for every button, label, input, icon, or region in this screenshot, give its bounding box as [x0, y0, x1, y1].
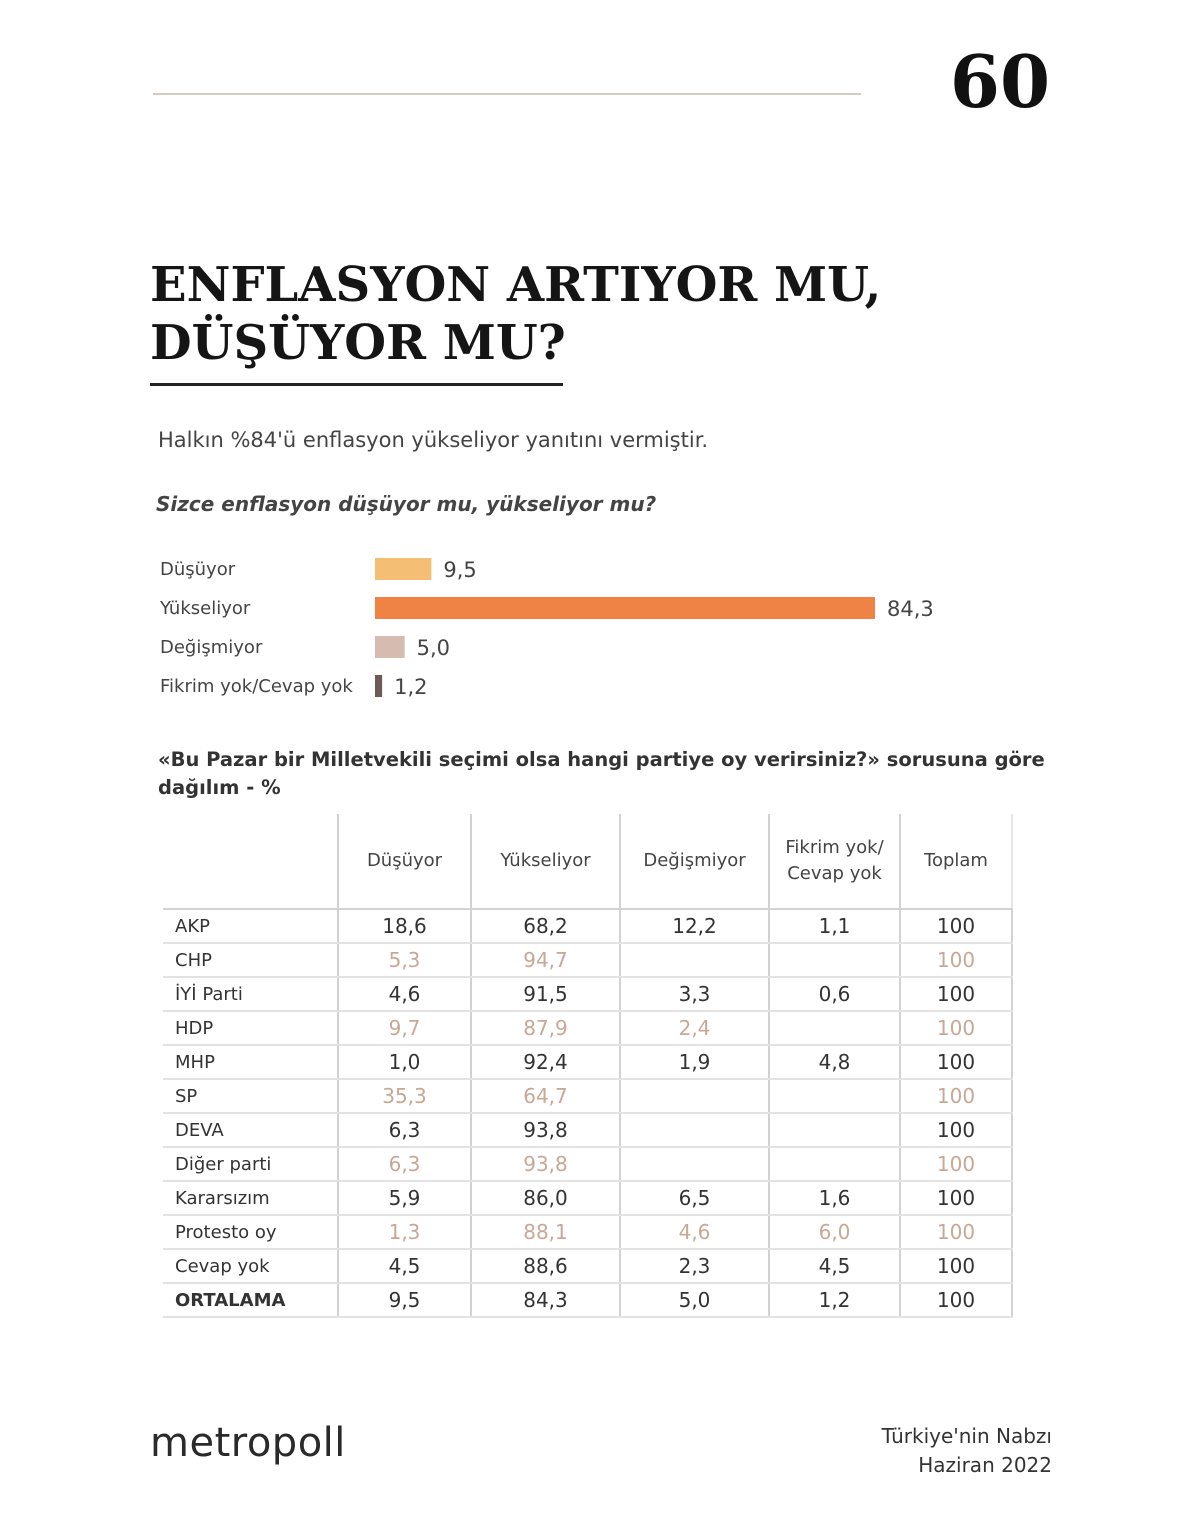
cell-degismiyor	[620, 1079, 769, 1113]
cell-fikrim-yok: 1,6	[769, 1181, 900, 1215]
cell-toplam: 100	[900, 1181, 1012, 1215]
cell-party: Cevap yok	[163, 1249, 338, 1283]
cell-fikrim-yok	[769, 1147, 900, 1181]
header-toplam: Toplam	[900, 814, 1012, 909]
cell-yukseliyor: 64,7	[471, 1079, 620, 1113]
footer-publication	[882, 1422, 1052, 1480]
title-line-1: ENFLASYON ARTIYOR MU,	[150, 257, 882, 313]
table-row	[163, 1011, 1012, 1045]
header-yukseliyor: Yükseliyor	[471, 814, 620, 909]
lead-text: Halkın %84'ü enflasyon yükseliyor yanıtını vermiştir.	[158, 428, 709, 452]
cell-fikrim-yok: 0,6	[769, 977, 900, 1011]
cell-toplam: 100	[900, 1113, 1012, 1147]
cell-party: HDP	[163, 1011, 338, 1045]
page-number: 60	[949, 39, 1051, 124]
table-row	[163, 1045, 1012, 1079]
table-body	[163, 909, 1012, 1317]
cell-degismiyor	[620, 1113, 769, 1147]
bar-value-label-y-kseliyor: 84,3	[887, 597, 934, 621]
table-row	[163, 1215, 1012, 1249]
metropoll-logo: metropoll	[150, 1420, 346, 1466]
cell-toplam: 100	[900, 1011, 1012, 1045]
table-row	[163, 1147, 1012, 1181]
bar-value-label-d-yor: 9,5	[443, 558, 477, 582]
cell-yukseliyor: 88,1	[471, 1215, 620, 1249]
title-line-2: DÜŞÜYOR MU?	[150, 315, 566, 371]
cell-party: İYİ Parti	[163, 977, 338, 1011]
cell-fikrim-yok: 6,0	[769, 1215, 900, 1249]
cell-yukseliyor: 68,2	[471, 909, 620, 943]
cell-yukseliyor: 92,4	[471, 1045, 620, 1079]
bar-value-label-de-i-miyor: 5,0	[416, 636, 451, 660]
cell-toplam: 100	[900, 1079, 1012, 1113]
cell-degismiyor	[620, 943, 769, 977]
cell-degismiyor	[620, 1147, 769, 1181]
header-degismiyor: Değişmiyor	[620, 814, 769, 909]
cell-toplam: 100	[900, 909, 1012, 943]
cell-yukseliyor: 93,8	[471, 1147, 620, 1181]
cell-toplam: 100	[900, 943, 1012, 977]
cell-toplam: 100	[900, 1283, 1012, 1317]
page-title	[150, 256, 881, 372]
cell-yukseliyor: 84,3	[471, 1283, 620, 1317]
cell-toplam: 100	[900, 1215, 1012, 1249]
cell-fikrim-yok	[769, 1113, 900, 1147]
table-row	[163, 1113, 1012, 1147]
cell-dusuyor: 1,3	[338, 1215, 471, 1249]
cell-degismiyor: 1,9	[620, 1045, 769, 1079]
table-caption: «Bu Pazar bir Milletvekili seçimi olsa hangi partiye oy verirsiniz?» sorusuna göre dağılım - %	[158, 748, 1045, 799]
table-row	[163, 1181, 1012, 1215]
bar-category-label-fikrim-yok-cevap-yok: Fikrim yok/Cevap yok	[160, 676, 353, 697]
title-underline	[150, 383, 563, 386]
cell-dusuyor: 4,6	[338, 977, 471, 1011]
cell-fikrim-yok	[769, 943, 900, 977]
cell-yukseliyor: 94,7	[471, 943, 620, 977]
footer-line-1: Türkiye'nin Nabzı	[881, 1424, 1052, 1448]
bar-category-label-d-yor: Düşüyor	[160, 559, 236, 580]
cell-degismiyor: 5,0	[620, 1283, 769, 1317]
bar-d-yor	[375, 558, 431, 580]
table-row	[163, 1079, 1012, 1113]
table-header-row	[163, 814, 1012, 909]
header-fikrim-yok-line2: Cevap yok	[787, 863, 882, 884]
cell-fikrim-yok: 4,8	[769, 1045, 900, 1079]
cell-yukseliyor: 87,9	[471, 1011, 620, 1045]
header-fikrim-yok	[769, 814, 900, 909]
cell-dusuyor: 1,0	[338, 1045, 471, 1079]
cell-yukseliyor: 93,8	[471, 1113, 620, 1147]
bar-category-label-de-i-miyor: Değişmiyor	[160, 637, 263, 658]
top-rule	[153, 93, 861, 95]
header-fikrim-yok-line1: Fikrim yok/	[785, 837, 884, 858]
cell-dusuyor: 6,3	[338, 1113, 471, 1147]
cell-degismiyor: 2,3	[620, 1249, 769, 1283]
cell-dusuyor: 9,7	[338, 1011, 471, 1045]
cell-toplam: 100	[900, 977, 1012, 1011]
cell-yukseliyor: 86,0	[471, 1181, 620, 1215]
cell-toplam: 100	[900, 1249, 1012, 1283]
bar-y-kseliyor	[375, 597, 875, 619]
cell-dusuyor: 5,9	[338, 1181, 471, 1215]
bar-de-i-miyor	[375, 636, 405, 658]
cell-party: CHP	[163, 943, 338, 977]
cell-party: ORTALAMA	[163, 1283, 338, 1317]
cell-fikrim-yok: 4,5	[769, 1249, 900, 1283]
cell-dusuyor: 35,3	[338, 1079, 471, 1113]
cell-fikrim-yok	[769, 1079, 900, 1113]
cell-party: SP	[163, 1079, 338, 1113]
cell-yukseliyor: 91,5	[471, 977, 620, 1011]
header-party	[163, 814, 338, 909]
cell-dusuyor: 9,5	[338, 1283, 471, 1317]
cell-toplam: 100	[900, 1045, 1012, 1079]
cell-party: Kararsızım	[163, 1181, 338, 1215]
table-row	[163, 1249, 1012, 1283]
cell-dusuyor: 4,5	[338, 1249, 471, 1283]
table-row	[163, 909, 1012, 943]
bar-category-label-y-kseliyor: Yükseliyor	[160, 598, 251, 619]
cell-party: AKP	[163, 909, 338, 943]
table-row	[163, 943, 1012, 977]
cell-degismiyor: 2,4	[620, 1011, 769, 1045]
cell-dusuyor: 6,3	[338, 1147, 471, 1181]
footer-line-2: Haziran 2022	[918, 1453, 1052, 1477]
cell-party: MHP	[163, 1045, 338, 1079]
table-row	[163, 1283, 1012, 1317]
cell-dusuyor: 18,6	[338, 909, 471, 943]
cell-fikrim-yok: 1,1	[769, 909, 900, 943]
cell-dusuyor: 5,3	[338, 943, 471, 977]
cell-degismiyor: 12,2	[620, 909, 769, 943]
cell-party: DEVA	[163, 1113, 338, 1147]
header-dusuyor: Düşüyor	[338, 814, 471, 909]
cell-yukseliyor: 88,6	[471, 1249, 620, 1283]
survey-question: Sizce enflasyon düşüyor mu, yükseliyor mu?	[156, 492, 657, 516]
cell-party: Diğer parti	[163, 1147, 338, 1181]
cell-degismiyor: 3,3	[620, 977, 769, 1011]
cell-toplam: 100	[900, 1147, 1012, 1181]
bar-fikrim-yok-cevap-yok	[375, 675, 382, 697]
bar-value-label-fikrim-yok-cevap-yok: 1,2	[394, 675, 428, 699]
party-distribution-table	[163, 814, 1013, 1318]
cell-degismiyor: 4,6	[620, 1215, 769, 1249]
cell-fikrim-yok: 1,2	[769, 1283, 900, 1317]
table-row	[163, 977, 1012, 1011]
cell-fikrim-yok	[769, 1011, 900, 1045]
cell-party: Protesto oy	[163, 1215, 338, 1249]
cell-degismiyor: 6,5	[620, 1181, 769, 1215]
